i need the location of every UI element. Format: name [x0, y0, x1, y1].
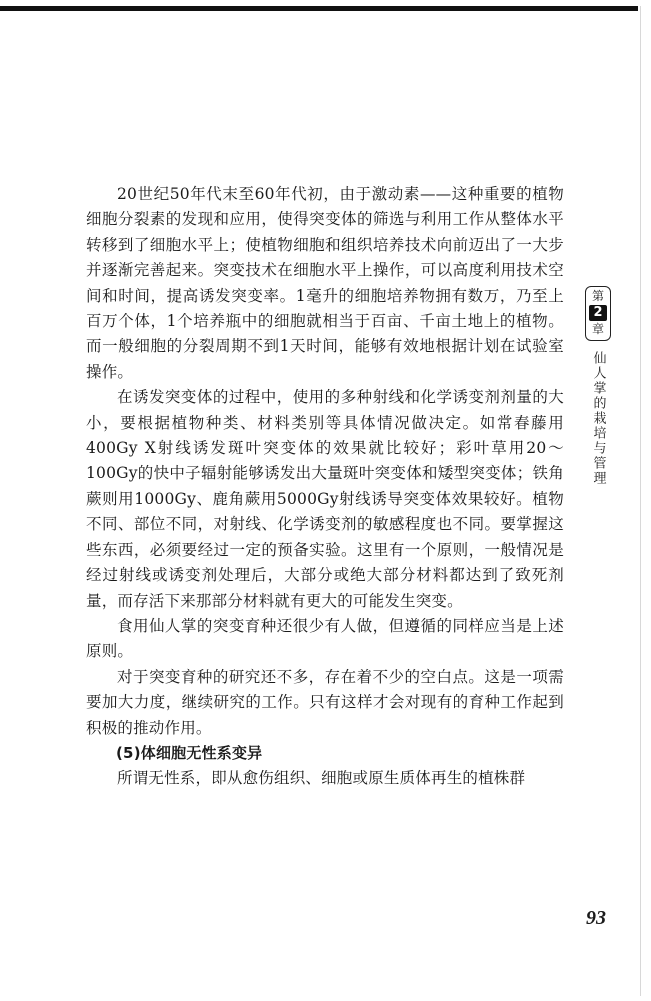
paragraph-4: 对于突变育种的研究还不多，存在着不少的空白点。这是一项需要加大力度，继续研究的工作。只有这样才会对现有的育种工作起到积极的推动作用。	[86, 667, 564, 737]
top-rule	[0, 6, 638, 11]
chapter-label	[585, 286, 611, 341]
chapter-side-tab	[583, 286, 613, 486]
page-number: 93	[586, 907, 606, 929]
paragraph-2: 在诱发突变体的过程中，使用的多种射线和化学诱变剂剂量的大小，要根据植物种类、材料类别等具体情况做决定。如常春藤用400Gy X射线诱发斑叶突变体的效果就比较好；彩叶草用20～100Gy的快中子辐射能够诱发出大量斑叶突变体和矮型突变体；铁角蕨则用1000Gy、鹿角蕨用5000Gy射线诱导突变体效果较好。植物不同、部位不同，对射线、化学诱变剂的敏感程度也不同。要掌握这些东西，必须要经过一定的预备实验。这里有一个原则，一般情况是经过射线或诱变剂处理后，大部分或绝大部分材料都达到了致死剂量，而存活下来那部分材料就有更大的可能发生突变。	[86, 388, 564, 610]
body-text	[86, 182, 564, 791]
section-heading: (5)体细胞无性系变异	[116, 743, 263, 762]
paragraph-3: 食用仙人掌的突变育种还很少有人做，但遵循的同样应当是上述原则。	[86, 616, 564, 661]
chapter-title: 仙人掌的栽培与管理	[590, 351, 606, 486]
chapter-number: 2	[589, 305, 607, 321]
paragraph-1: 20世纪50年代末至60年代初，由于激动素——这种重要的植物细胞分裂素的发现和应用，使得突变体的筛选与利用工作从整体水平转移到了细胞水平上；使植物细胞和组织培养技术向前迈出了一大步并逐渐完善起来。突变技术在细胞水平上操作，可以高度利用技术空间和时间，提高诱发突变率。1毫升的细胞培养物拥有数万，乃至上百万个体，1个培养瓶中的细胞就相当于百亩、千亩土地上的植物。而一般细胞的分裂周期不到1天时间，能够有效地根据计划在试验室操作。	[86, 185, 564, 381]
chapter-prefix: 第	[591, 289, 604, 303]
paragraph-5: 所谓无性系，即从愈伤组织、细胞或原生质体再生的植株群	[117, 769, 526, 788]
page-edge	[640, 6, 641, 996]
chapter-suffix: 章	[591, 322, 604, 336]
